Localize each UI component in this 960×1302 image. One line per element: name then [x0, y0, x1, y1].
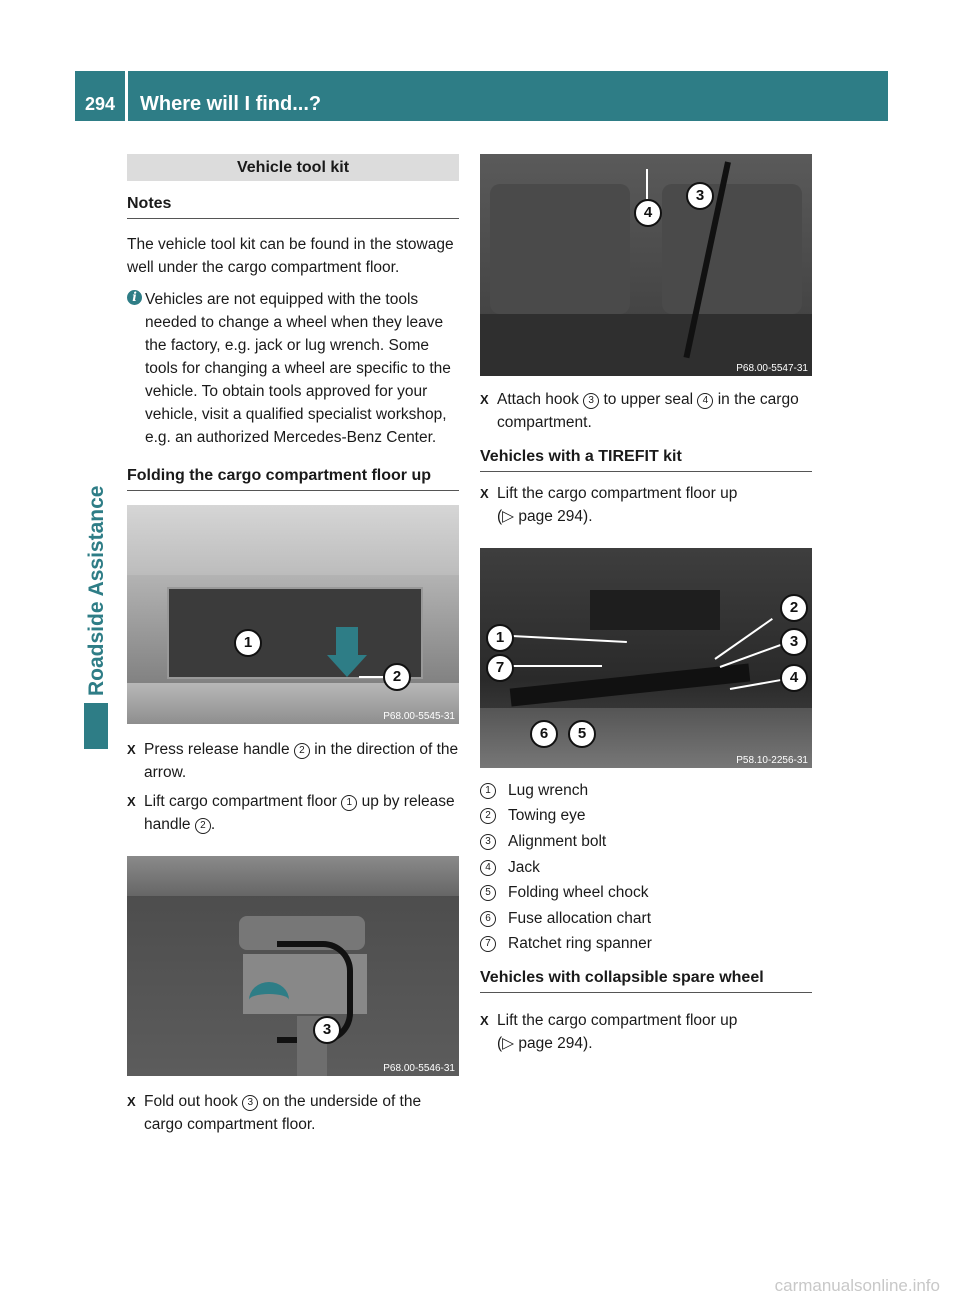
header-divider [125, 71, 128, 121]
legend-number: 3 [480, 834, 496, 850]
legend-number: 7 [480, 936, 496, 952]
spare-wheel-heading: Vehicles with collapsible spare wheel [480, 957, 812, 993]
notes-text: The vehicle tool kit can be found in the stowage well under the cargo compartment floor. [127, 236, 454, 276]
step-text: Lift cargo compartment floor [144, 793, 342, 810]
step-lift-floor-spare [480, 1009, 812, 1055]
legend-number: 1 [480, 783, 496, 799]
right-column [480, 154, 812, 1055]
step-press-release [127, 738, 459, 784]
arrow-curved-icon [249, 982, 289, 1018]
list-item [480, 778, 812, 804]
page-reference-link[interactable]: (▷ page 294). [497, 508, 593, 525]
step-lift-floor-tirefit [480, 482, 812, 528]
tirefit-kit-photo [480, 548, 812, 768]
step-text: in the cargo compartment. [497, 391, 799, 431]
photo-caption: P68.00-5545-31 [383, 711, 455, 722]
legend-number: 5 [480, 885, 496, 901]
legend-label: Folding wheel chock [508, 884, 649, 902]
callout-leader [359, 676, 385, 678]
list-item [480, 932, 812, 958]
callout-5: 5 [568, 720, 596, 748]
step-text: in the direction of the arrow. [144, 741, 459, 781]
photo-caption: P68.00-5547-31 [736, 363, 808, 374]
step-text: Press release handle [144, 741, 294, 758]
callout-3: 3 [313, 1016, 341, 1044]
list-item [480, 804, 812, 830]
cargo-floor-photo [127, 505, 459, 724]
step-text: to upper seal [599, 391, 698, 408]
step-fold-hook [127, 1090, 459, 1136]
list-item [480, 829, 812, 855]
callout-7: 7 [486, 654, 514, 682]
callout-leader [512, 665, 602, 667]
step-text: Fold out hook [144, 1093, 243, 1110]
ref-number: 2 [195, 818, 211, 834]
photo-caption: P58.10-2256-31 [736, 755, 808, 766]
rear-seats-shape [127, 505, 459, 575]
ref-number: 3 [242, 1095, 258, 1111]
info-text: Vehicles are not equipped with the tools needed to change a wheel when they leave the factory, e.g. jack or lug wrench. Some tools for changing a wheel are specific to the vehicle. To obtain tools approved for your vehicle, visit a qualified specialist workshop, e.g. an authorized Mercedes-Benz Center. [145, 291, 451, 446]
callout-1: 1 [234, 629, 262, 657]
list-item [480, 855, 812, 881]
callout-4: 4 [780, 664, 808, 692]
legend-label: Towing eye [508, 807, 586, 825]
callout-leader [512, 635, 627, 643]
callout-4: 4 [634, 199, 662, 227]
floor-edge-shape [127, 856, 459, 896]
tirefit-heading: Vehicles with a TIREFIT kit [480, 434, 812, 472]
page-number: 294 [84, 94, 116, 114]
info-icon: i [127, 290, 142, 305]
seat-right-shape [662, 184, 802, 314]
step-marker: X [127, 742, 136, 757]
left-column [127, 154, 459, 1136]
step-marker: X [127, 794, 136, 809]
callout-1: 1 [486, 624, 514, 652]
callout-leader [714, 618, 772, 660]
list-item [480, 906, 812, 932]
tirefit-box-shape [590, 590, 720, 630]
step-text: Lift the cargo compartment floor up [497, 485, 738, 502]
callout-6: 6 [530, 720, 558, 748]
list-item [480, 880, 812, 906]
step-marker: X [480, 1013, 489, 1029]
arrow-down-icon [327, 655, 367, 677]
step-marker: X [480, 486, 489, 501]
side-tab-block [84, 703, 108, 749]
folding-heading: Folding the cargo compartment floor up [127, 449, 459, 491]
step-marker: X [127, 1094, 136, 1109]
ref-number: 1 [341, 795, 357, 811]
side-tab-label: Roadside Assistance [85, 485, 108, 696]
ref-number: 2 [294, 743, 310, 759]
page-reference-link[interactable]: (▷ page 294). [497, 1035, 593, 1053]
step-marker: X [480, 392, 489, 407]
callout-2: 2 [780, 594, 808, 622]
section-title: Vehicle tool kit [127, 154, 459, 181]
legend-label: Fuse allocation chart [508, 909, 652, 927]
callout-3: 3 [780, 628, 808, 656]
ref-number: 3 [583, 393, 599, 409]
cargo-floor-panel [167, 587, 423, 679]
legend-number: 2 [480, 808, 496, 824]
legend-list [480, 778, 812, 957]
callout-leader [646, 169, 648, 199]
legend-label: Lug wrench [508, 781, 589, 799]
step-lift-floor [127, 790, 459, 836]
seat-left-shape [490, 184, 630, 314]
step-text: . [210, 816, 216, 833]
legend-label: Jack [508, 858, 540, 876]
legend-number: 6 [480, 911, 496, 927]
step-text: Attach hook [497, 391, 584, 408]
callout-3: 3 [686, 182, 714, 210]
step-attach-hook [480, 388, 812, 434]
page-title: Where will I find...? [140, 93, 322, 115]
ref-number: 4 [697, 393, 713, 409]
legend-label: Alignment bolt [508, 832, 607, 850]
legend-number: 4 [480, 860, 496, 876]
photo-caption: P68.00-5546-31 [383, 1063, 455, 1074]
legend-label: Ratchet ring spanner [508, 935, 652, 953]
info-note [127, 288, 459, 449]
notes-heading: Notes [127, 181, 459, 219]
step-text: on the underside of the cargo compartment floor. [144, 1093, 422, 1133]
jack-shape [510, 664, 751, 707]
hook-photo [127, 856, 459, 1076]
callout-2: 2 [383, 663, 411, 691]
upper-seal-photo [480, 154, 812, 376]
step-text: Lift the cargo compartment floor up [497, 1012, 738, 1030]
step-text: up by release handle [144, 793, 455, 833]
footer-watermark: carmanualsonline.info [774, 1276, 940, 1295]
